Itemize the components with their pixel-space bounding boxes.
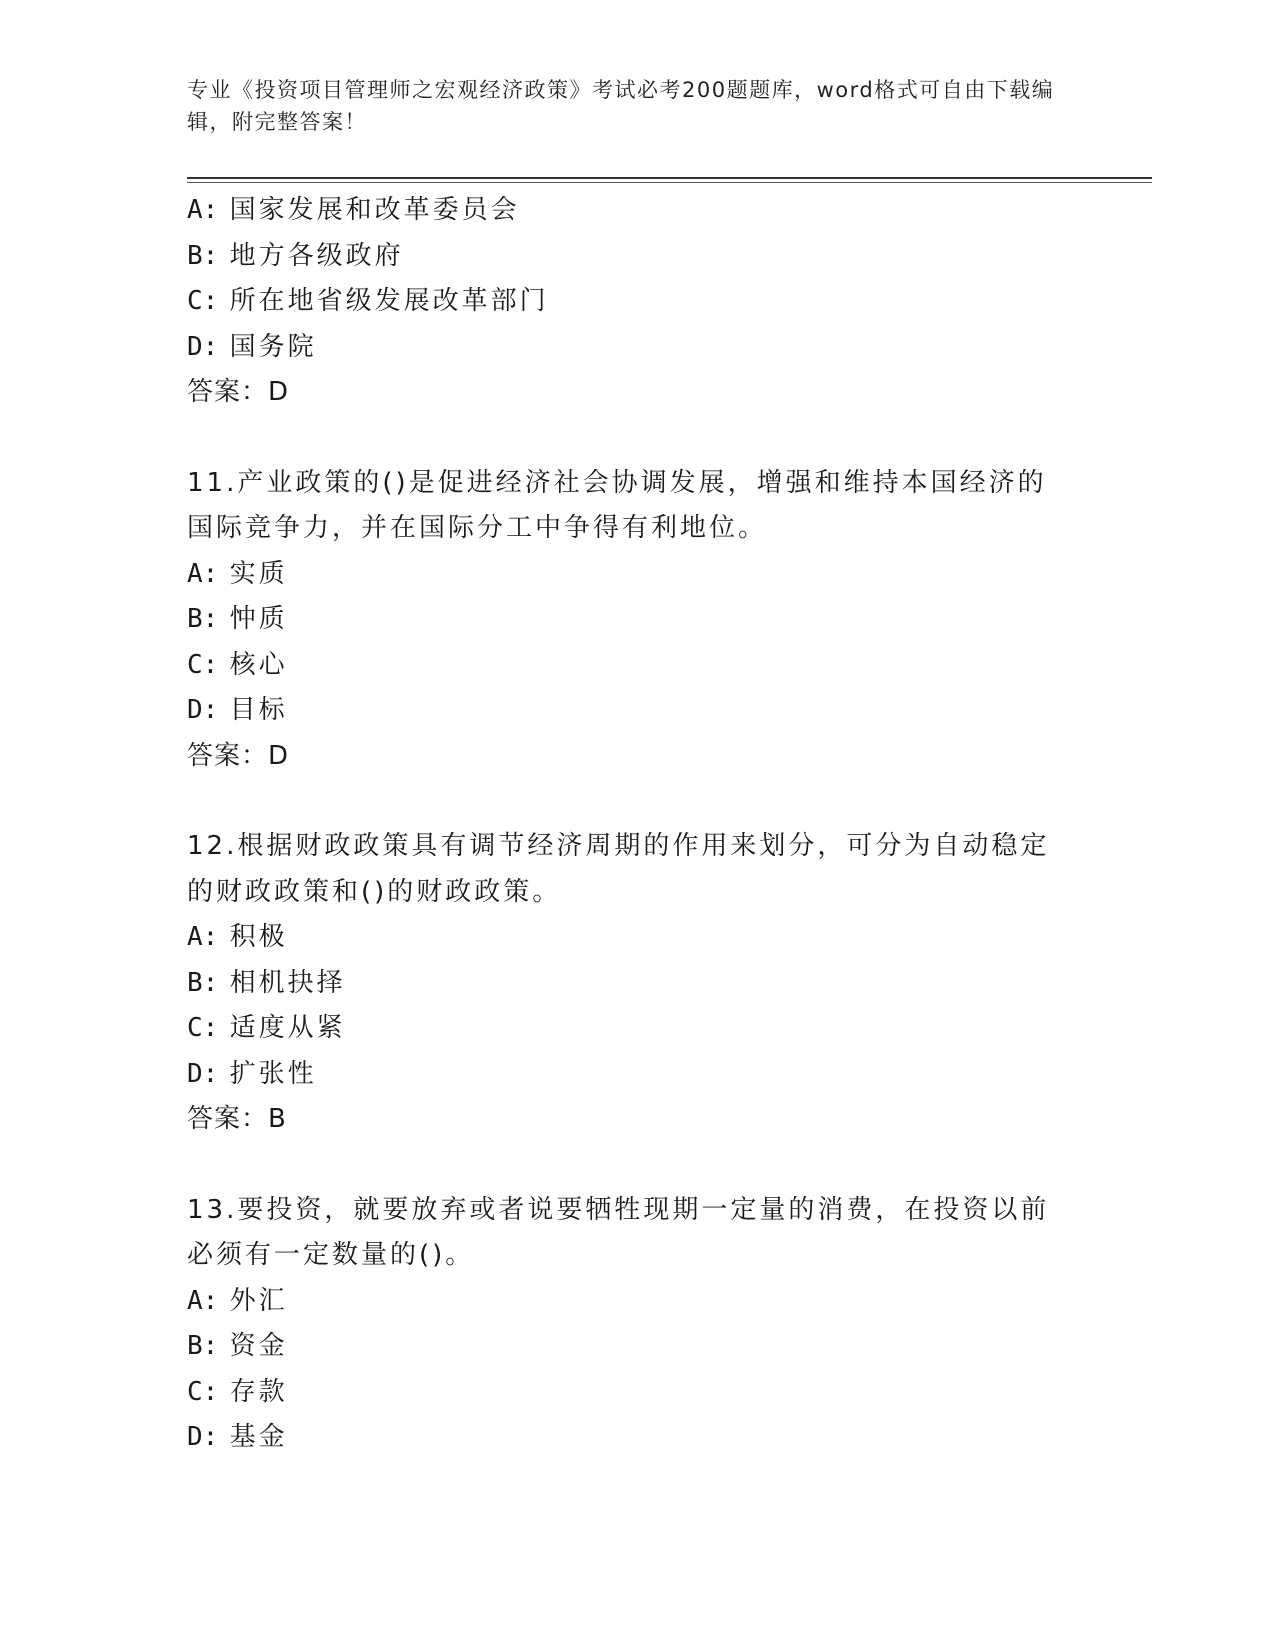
option-d [187, 325, 1067, 371]
option-a [187, 915, 1067, 961]
option-d [187, 1415, 1067, 1461]
option-text: 积极 [229, 922, 288, 952]
option-c [187, 643, 1067, 689]
option-text: 存款 [229, 1376, 288, 1407]
option-letter: B: [187, 967, 219, 998]
option-text: 适度从紧 [229, 1013, 346, 1043]
option-c [187, 1370, 1067, 1416]
option-letter: D: [187, 695, 219, 725]
option-text: 相机抉择 [229, 967, 346, 998]
option-letter: C: [187, 649, 219, 680]
option-c [187, 279, 1067, 325]
option-d [187, 1052, 1067, 1098]
option-a [187, 1279, 1067, 1325]
option-text: 地方各级政府 [229, 240, 404, 271]
option-d [187, 688, 1067, 734]
question-list [187, 188, 1067, 1461]
option-letter: D: [187, 1058, 219, 1089]
header-divider-thin [187, 182, 1152, 183]
question-stem: 13.要投资，就要放弃或者说要牺牲现期一定量的消费，在投资以前必须有一定数量的()。 [187, 1194, 1050, 1270]
question-10-continued [187, 188, 1067, 416]
document-header-title: 专业《投资项目管理师之宏观经济政策》考试必考200题题库，word格式可自由下载编辑，附完整答案！ [187, 78, 1055, 134]
option-letter: A: [187, 195, 219, 225]
question-stem: 11.产业政策的()是促进经济社会协调发展，增强和维持本国经济的国际竞争力，并在国际分工中争得有利地位。 [187, 467, 1047, 543]
header-divider-thick [187, 177, 1152, 179]
answer-line: 答案：D [187, 740, 290, 771]
option-text: 资金 [229, 1331, 288, 1361]
option-text: 基金 [229, 1422, 288, 1452]
option-letter: B: [187, 604, 219, 634]
option-letter: D: [187, 1422, 219, 1452]
option-a [187, 552, 1067, 598]
option-text: 核心 [229, 649, 288, 680]
option-text: 国务院 [229, 331, 317, 362]
option-letter: C: [187, 1376, 219, 1407]
option-text: 所在地省级发展改革部门 [229, 286, 549, 316]
option-text: 实质 [229, 558, 288, 589]
answer-line: 答案：D [187, 377, 290, 407]
option-text: 扩张性 [229, 1058, 317, 1089]
question-12 [187, 824, 1067, 1143]
option-letter: B: [187, 1331, 219, 1361]
option-letter: D: [187, 331, 219, 362]
option-letter: A: [187, 1285, 219, 1316]
option-text: 忡质 [229, 604, 288, 634]
option-c [187, 1006, 1067, 1052]
option-letter: A: [187, 558, 219, 589]
option-text: 国家发展和改革委员会 [229, 195, 520, 225]
option-a [187, 188, 1067, 234]
option-letter: B: [187, 240, 219, 271]
option-b [187, 1324, 1067, 1370]
option-letter: C: [187, 1013, 219, 1043]
option-b [187, 597, 1067, 643]
option-b [187, 234, 1067, 280]
option-text: 目标 [229, 695, 288, 725]
question-13 [187, 1188, 1067, 1461]
option-letter: C: [187, 286, 219, 316]
option-b [187, 961, 1067, 1007]
question-11 [187, 461, 1067, 780]
option-letter: A: [187, 922, 219, 952]
option-text: 外汇 [229, 1285, 288, 1316]
question-stem: 12.根据财政政策具有调节经济周期的作用来划分，可分为自动稳定的财政政策和()的财政政策。 [187, 831, 1050, 907]
answer-line: 答案：B [187, 1104, 287, 1134]
